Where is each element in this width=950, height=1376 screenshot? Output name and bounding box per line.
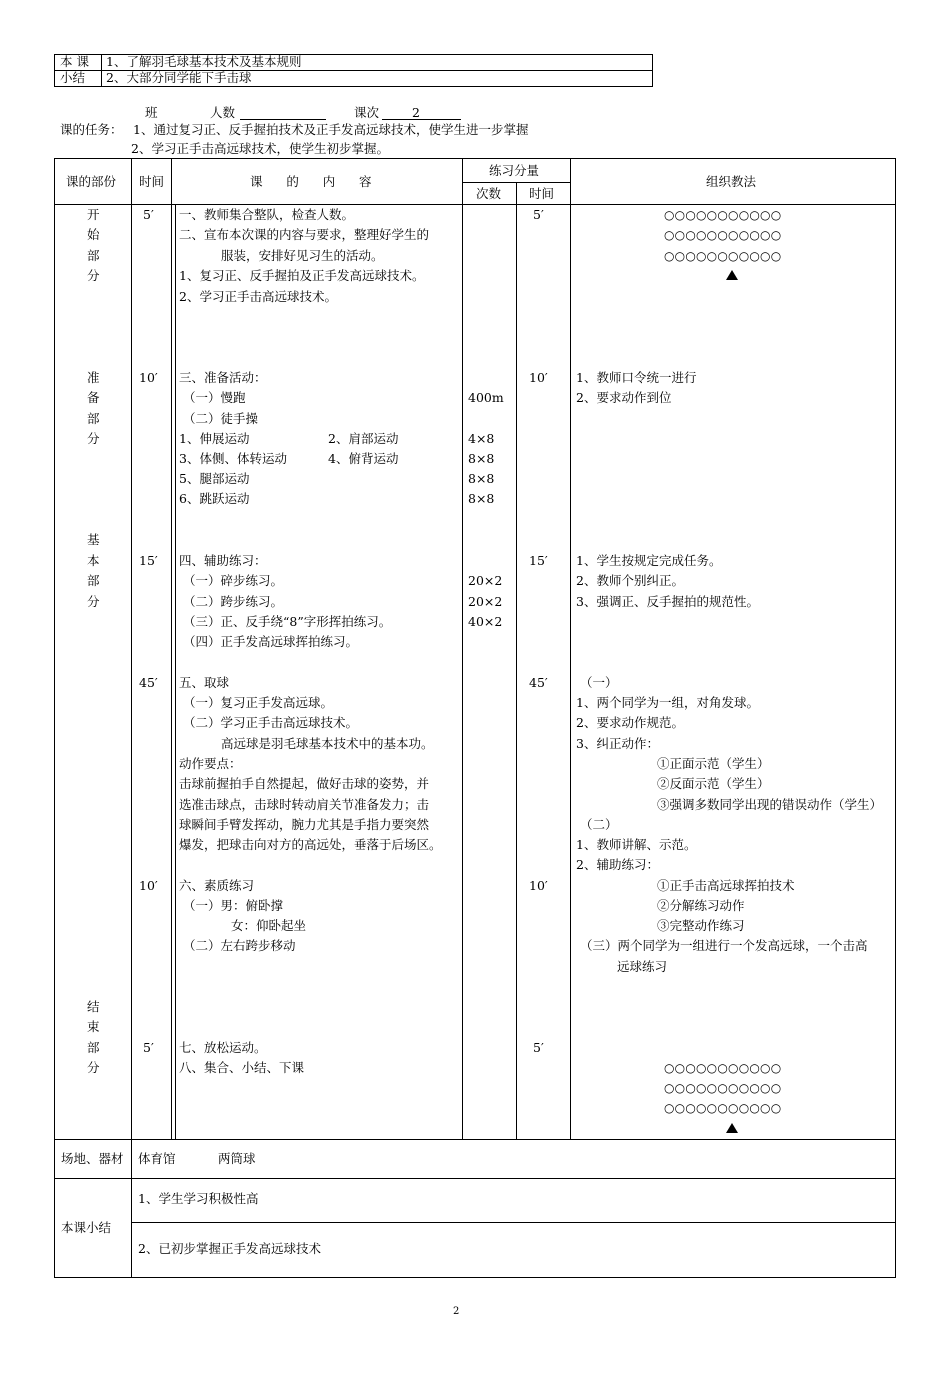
summary-item-2: 2、大部分同学能下手击球 — [106, 70, 252, 85]
header-count: 次数 — [476, 186, 502, 201]
header-practice-time: 时间 — [529, 186, 555, 201]
content-line: 6、跳跃运动 — [179, 491, 250, 506]
part-char: 备 — [87, 390, 100, 405]
header-content: 课 的 内 容 — [250, 174, 372, 189]
summary-label-1: 本 课 — [60, 54, 89, 69]
practice-time-value: 10′ — [529, 878, 548, 893]
teacher-triangle-icon — [726, 270, 738, 280]
summary-item-1: 1、了解羽毛球基本技术及基本规则 — [106, 54, 302, 69]
student-row-icon: ○○○○○○○○○○○ — [664, 228, 782, 242]
content-line: 二、宣布本次课的内容与要求，整理好学生的 — [179, 227, 430, 242]
practice-time-value: 5′ — [533, 1040, 544, 1055]
task-line-1: 1、通过复习正、反手握拍技术及正手发高远球技术，使学生进一步掌握 — [133, 122, 529, 137]
content-line: （二）跨步练习。 — [183, 594, 284, 609]
part-char: 部 — [87, 573, 100, 588]
count-value: 400m — [468, 390, 504, 405]
lesson-value: 2 — [412, 105, 420, 120]
content-line: 六、素质练习 — [179, 878, 255, 893]
count-value: 20×2 — [468, 573, 503, 588]
count-value: 8×8 — [468, 471, 495, 486]
part-char: 部 — [87, 248, 100, 263]
content-line: 一、教师集合整队，检查人数。 — [179, 207, 355, 222]
method-line: ②反面示范（学生） — [657, 776, 770, 791]
method-line: 2、辅助练习： — [576, 857, 659, 872]
content-line: 八、集合、小结、下课 — [179, 1060, 305, 1075]
method-line: （三）两个同学为一组进行一个发高远球，一个击高 — [580, 938, 868, 953]
count-value: 4×8 — [468, 431, 495, 446]
content-line: 选准击球点，击球时转动肩关节准备发力；击 — [179, 797, 430, 812]
method-line: 1、教师讲解、示范。 — [576, 837, 697, 852]
content-line: 1、复习正、反手握拍及正手发高远球技术。 — [179, 268, 425, 283]
part-char: 分 — [87, 594, 100, 609]
content-line: 动作要点： — [179, 756, 242, 771]
practice-time-value: 10′ — [529, 370, 548, 385]
content-line: （一）慢跑 — [183, 390, 246, 405]
content-line: 5、腿部运动 — [179, 471, 250, 486]
content-line: 女：仰卧起坐 — [231, 918, 307, 933]
method-line: 1、学生按规定完成任务。 — [576, 553, 722, 568]
method-line: ①正面示范（学生） — [657, 756, 770, 771]
part-char: 准 — [87, 370, 100, 385]
method-line: 2、要求动作规范。 — [576, 715, 684, 730]
student-row-icon: ○○○○○○○○○○○ — [664, 208, 782, 222]
time-value: 5′ — [143, 207, 154, 222]
method-line: 2、教师个别纠正。 — [576, 573, 684, 588]
time-value: 5′ — [143, 1040, 154, 1055]
method-line: 3、纠正动作： — [576, 736, 659, 751]
time-value: 10′ — [139, 878, 158, 893]
part-char: 部 — [87, 411, 100, 426]
part-char: 部 — [87, 1040, 100, 1055]
venue-label: 场地、器材 — [61, 1151, 124, 1166]
content-line: 击球前握拍手自然提起，做好击球的姿势，并 — [179, 776, 430, 791]
count-value: 20×2 — [468, 594, 503, 609]
method-line: （二） — [580, 817, 618, 832]
practice-time-value: 5′ — [533, 207, 544, 222]
task-line-2: 2、学习正手击高远球技术，使学生初步掌握。 — [131, 141, 389, 156]
content-line: 四、辅助练习： — [179, 553, 267, 568]
header-part: 课的部份 — [66, 174, 117, 189]
class-label: 班 — [145, 105, 158, 120]
header-time: 时间 — [139, 174, 165, 189]
part-char: 本 — [87, 553, 100, 568]
content-line: （二）学习正手击高远球技术。 — [183, 715, 359, 730]
content-line: 爆发，把球击向对方的高远处，垂落于后场区。 — [179, 837, 442, 852]
lesson-label: 课次 — [354, 105, 380, 120]
content-line: （三）正、反手绕“8”字形挥拍练习。 — [183, 614, 392, 629]
part-char: 束 — [87, 1019, 100, 1034]
part-char: 始 — [87, 227, 100, 242]
page-number: 2 — [453, 1306, 460, 1317]
summary-label: 本课小结 — [61, 1220, 112, 1235]
method-line: ②分解练习动作 — [657, 898, 745, 913]
part-char: 基 — [87, 532, 100, 547]
part-char: 分 — [87, 268, 100, 283]
content-line: （一）碎步练习。 — [183, 573, 284, 588]
summary-label-2: 小结 — [60, 70, 86, 85]
summary-line: 2、已初步掌握正手发高远球技术 — [138, 1241, 321, 1256]
time-value: 45′ — [139, 675, 158, 690]
content-line: 2、学习正手击高远球技术。 — [179, 289, 337, 304]
content-line: 3、体侧、体转运动 — [179, 451, 287, 466]
method-line: ①正手击高远球挥拍技术 — [657, 878, 795, 893]
method-line: 远球练习 — [617, 959, 668, 974]
venue-equipment: 两筒球 — [218, 1151, 256, 1166]
content-line: 高远球是羽毛球基本技术中的基本功。 — [221, 736, 434, 751]
content-line: 1、伸展运动 — [179, 431, 250, 446]
content-line: 三、准备活动： — [179, 370, 267, 385]
time-value: 10′ — [139, 370, 158, 385]
part-char: 开 — [87, 207, 100, 222]
content-line: （一）男：俯卧撑 — [183, 898, 284, 913]
content-line: 球瞬间手臂发挥动，腕力尤其是手指力要突然 — [179, 817, 430, 832]
count-value: 8×8 — [468, 451, 495, 466]
content-line: （二）左右跨步移动 — [183, 938, 296, 953]
count-value: 8×8 — [468, 491, 495, 506]
content-line: 2、肩部运动 — [328, 431, 399, 446]
practice-time-value: 45′ — [529, 675, 548, 690]
header-method: 组织教法 — [706, 174, 757, 189]
method-line: ③完整动作练习 — [657, 918, 745, 933]
content-line: （二）徒手操 — [183, 411, 259, 426]
part-char: 分 — [87, 1060, 100, 1075]
student-row-icon: ○○○○○○○○○○○ — [664, 1061, 782, 1075]
content-line: 服装，安排好见习生的活动。 — [221, 248, 384, 263]
content-line: 五、取球 — [179, 675, 230, 690]
content-line: （一）复习正手发高远球。 — [183, 695, 334, 710]
method-line: 2、要求动作到位 — [576, 390, 672, 405]
teacher-triangle-icon — [726, 1123, 738, 1133]
part-char: 结 — [87, 999, 100, 1014]
method-line: 3、强调正、反手握拍的规范性。 — [576, 594, 759, 609]
content-line: 七、放松运动。 — [179, 1040, 267, 1055]
summary-line: 1、学生学习积极性高 — [138, 1191, 259, 1206]
venue-place: 体育馆 — [138, 1151, 176, 1166]
count-label: 人数 — [210, 105, 236, 120]
content-line: （四）正手发高远球挥拍练习。 — [183, 634, 359, 649]
count-value: 40×2 — [468, 614, 503, 629]
tasks-label: 课的任务： — [60, 122, 123, 137]
student-row-icon: ○○○○○○○○○○○ — [664, 1081, 782, 1095]
method-line: 1、教师口令统一进行 — [576, 370, 697, 385]
practice-time-value: 15′ — [529, 553, 548, 568]
part-char: 分 — [87, 431, 100, 446]
student-row-icon: ○○○○○○○○○○○ — [664, 249, 782, 263]
student-row-icon: ○○○○○○○○○○○ — [664, 1101, 782, 1115]
header-practice: 练习分量 — [489, 163, 540, 178]
method-line: （一） — [580, 675, 618, 690]
content-line: 4、俯背运动 — [328, 451, 399, 466]
method-line: 1、两个同学为一组，对角发球。 — [576, 695, 759, 710]
time-value: 15′ — [139, 553, 158, 568]
method-line: ③强调多数同学出现的错误动作（学生） — [657, 797, 883, 812]
